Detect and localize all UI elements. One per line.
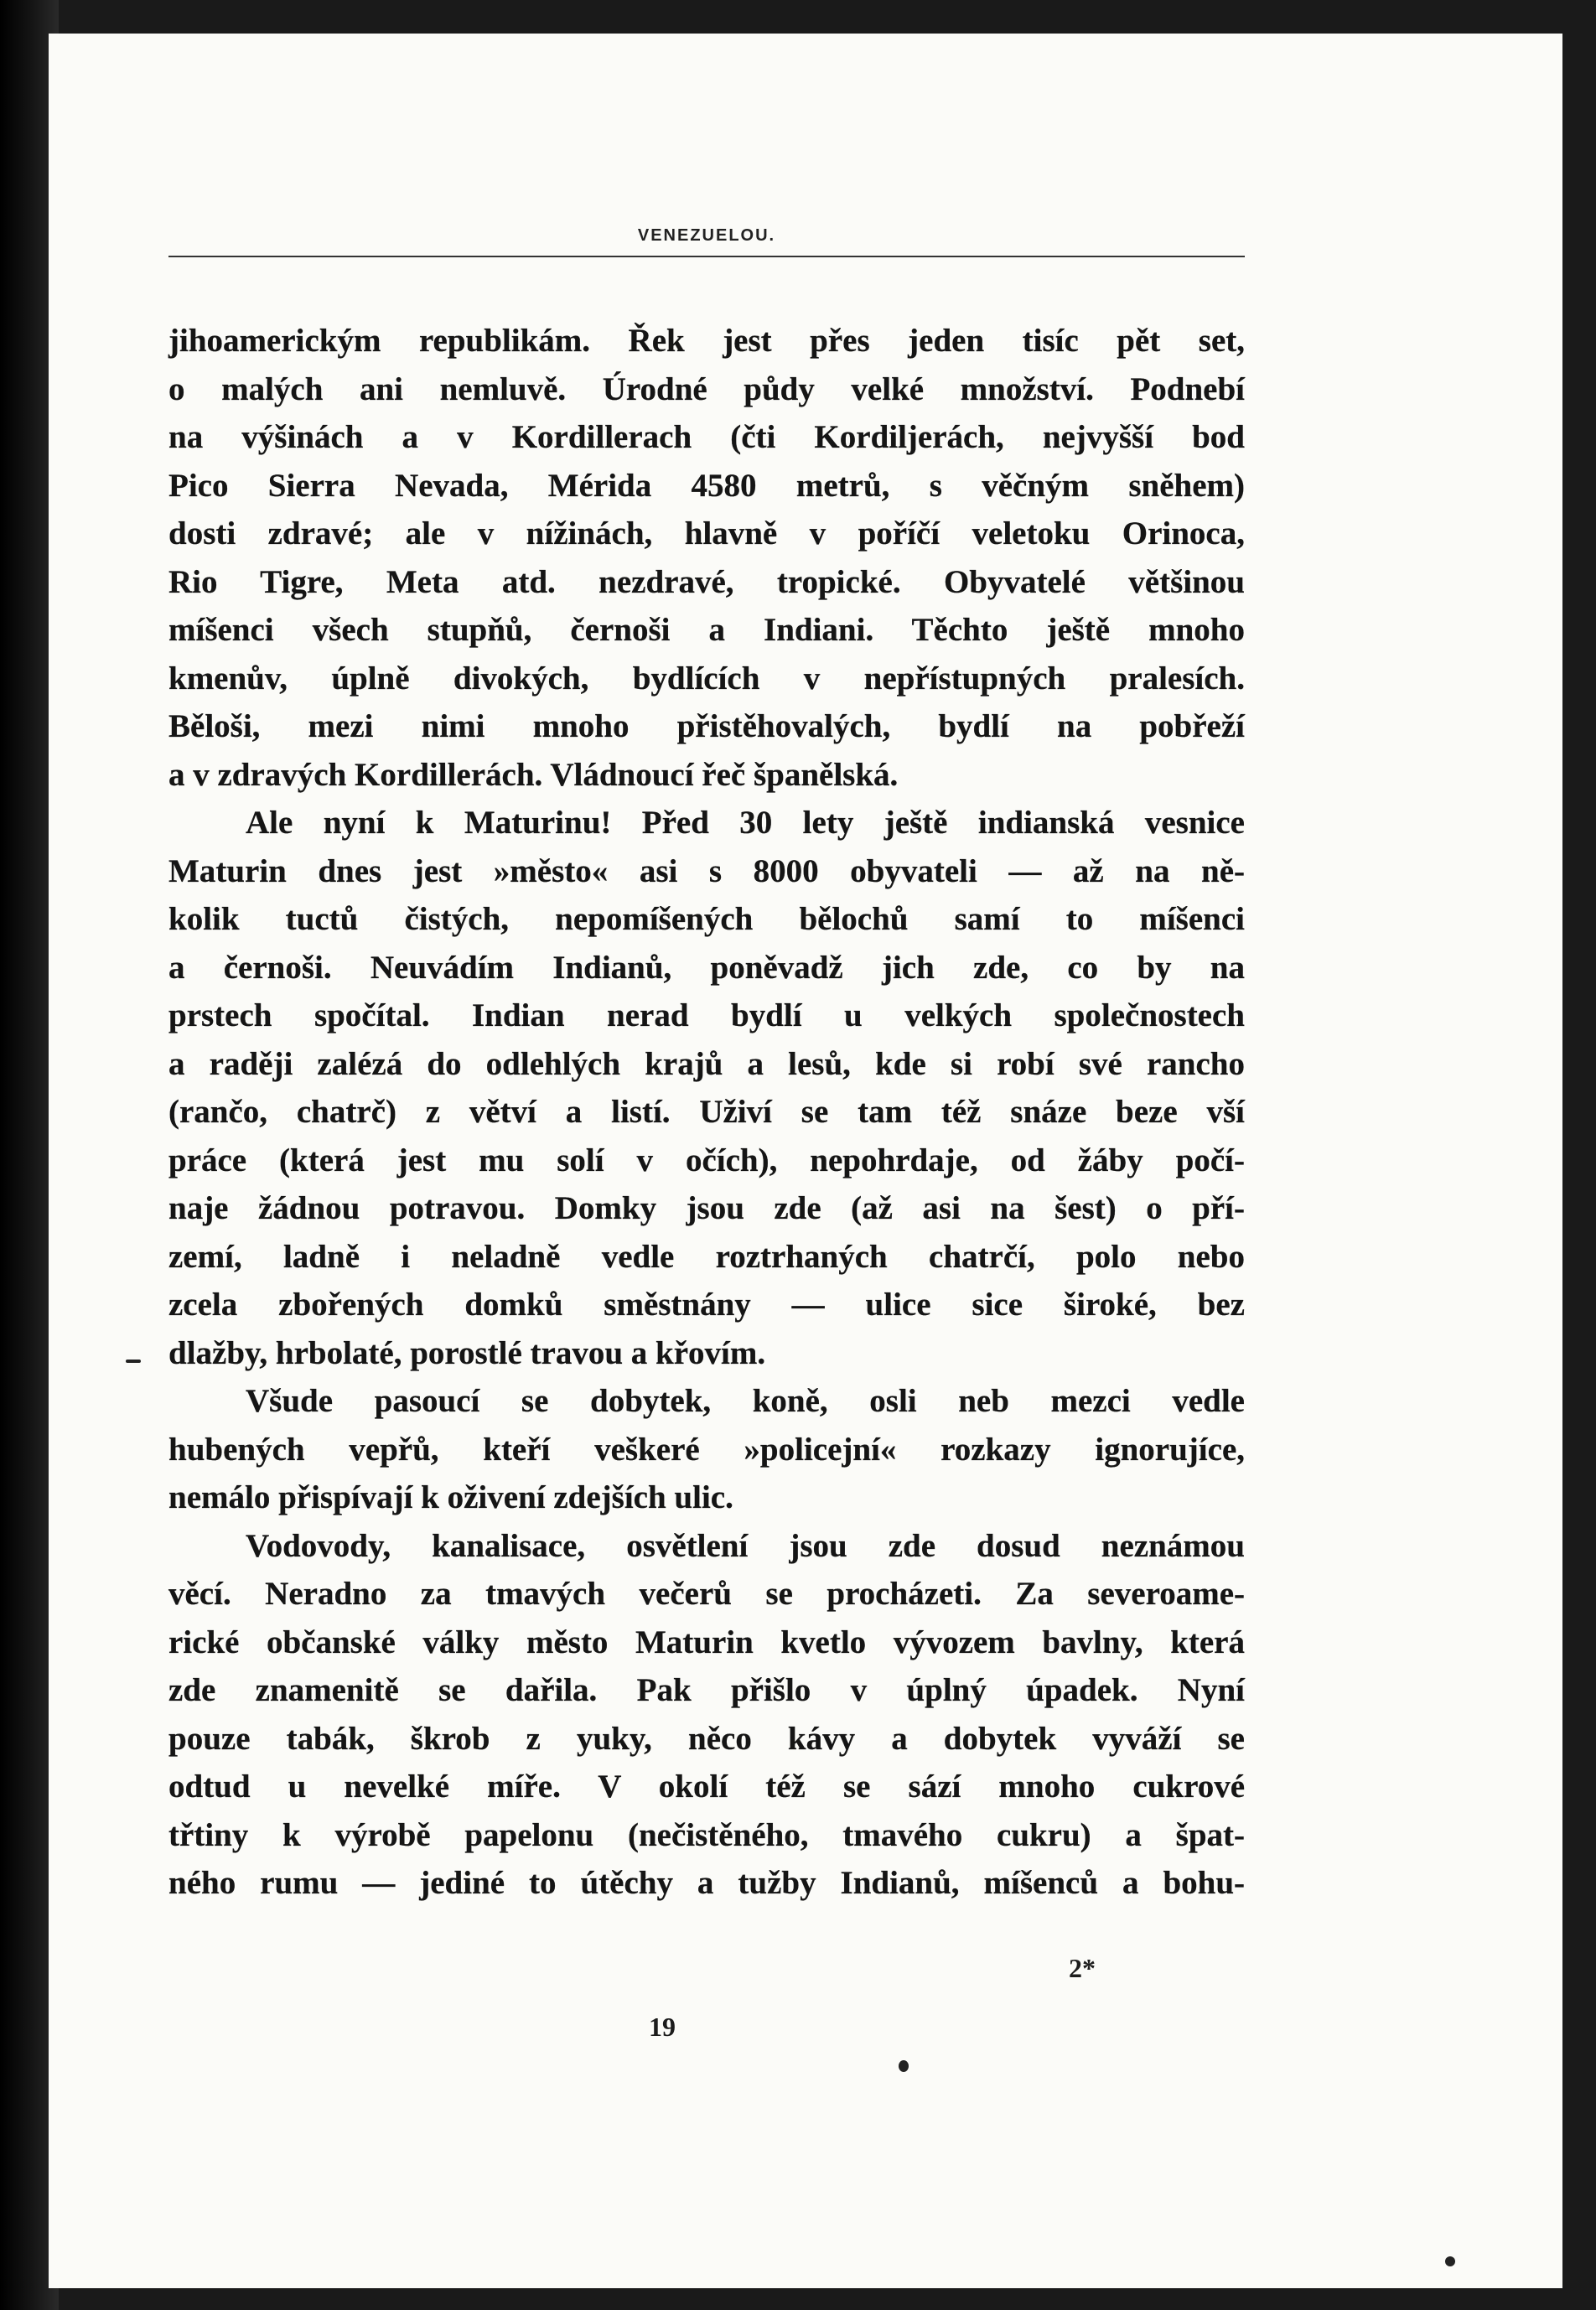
ink-speck bbox=[126, 1360, 141, 1363]
text-line: práce (která jest mu solí v očích), nepohrdaje, od žáby počí- bbox=[168, 1142, 1245, 1178]
text-line: zde znamenitě se dařila. Pak přišlo v úplný úpadek. Nyní bbox=[168, 1672, 1245, 1708]
text-line: míšenci všech stupňů, černoši a Indiani. Těchto ještě mnoho bbox=[168, 612, 1245, 648]
text-line: a raději zalézá do odlehlých krajů a lesů, kde si robí své rancho bbox=[168, 1045, 1245, 1082]
text-line: a černoši. Neuvádím Indianů, poněvadž jich zde, co by na bbox=[168, 949, 1245, 986]
text-line: na výšinách a v Kordillerach (čti Kordiljerách, nejvyšší bod bbox=[168, 419, 1245, 455]
text-line: nemálo přispívají k oživení zdejších ulic. bbox=[168, 1479, 733, 1515]
header-rule bbox=[168, 256, 1245, 257]
text-line: (rančo, chatrč) z větví a listí. Uživí se tam též snáze beze vší bbox=[168, 1094, 1245, 1130]
text-line: pouze tabák, škrob z yuky, něco kávy a dobytek vyváží se bbox=[168, 1720, 1245, 1757]
text-line: naje žádnou potravou. Domky jsou zde (až asi na šest) o pří- bbox=[168, 1190, 1245, 1226]
text-line: zemí, ladně i neladně vedle roztrhaných chatrčí, polo nebo bbox=[168, 1238, 1245, 1275]
running-header: VENEZUELOU. bbox=[637, 226, 776, 245]
text-line: hubených vepřů, kteří veškeré »policejní« rozkazy ignorujíce, bbox=[168, 1431, 1245, 1468]
text-line: dosti zdravé; ale v nížinách, hlavně v poříčí veletoku Orinoca, bbox=[168, 515, 1245, 552]
text-line: prstech spočítal. Indian nerad bydlí u velkých společnostech bbox=[168, 997, 1245, 1033]
text-line: věcí. Neradno za tmavých večerů se procházeti. Za severoame- bbox=[168, 1576, 1245, 1612]
text-line: zcela zbořených domků směstnány — ulice sice široké, bez bbox=[168, 1287, 1245, 1323]
text-line: jihoamerickým republikám. Řek jest přes jeden tisíc pět set, bbox=[168, 323, 1245, 359]
paragraph-first-line: Vodovody, kanalisace, osvětlení jsou zde dosud neznámou bbox=[246, 1527, 1245, 1564]
body-text bbox=[168, 317, 1245, 1908]
text-line: odtud u nevelké míře. V okolí též se sází mnoho cukrové bbox=[168, 1769, 1245, 1805]
paragraph-first-line: Ale nyní k Maturinu! Před 30 lety ještě indianská vesnice bbox=[246, 805, 1245, 841]
text-line: kolik tuctů čistých, nepomíšených bělochů samí to míšenci bbox=[168, 901, 1245, 937]
text-line: Běloši, mezi nimi mnoho přistěhovalých, bydlí na pobřeží bbox=[168, 708, 1245, 744]
text-line: ného rumu — jediné to útěchy a tužby Indianů, míšenců a bohu- bbox=[168, 1865, 1245, 1901]
text-line: rické občanské války město Maturin kvetlo vývozem bavlny, která bbox=[168, 1624, 1245, 1660]
ink-speck bbox=[899, 2060, 909, 2072]
text-line: dlažby, hrbolaté, porostlé travou a křovím. bbox=[168, 1334, 766, 1371]
ink-speck bbox=[1445, 2256, 1455, 2266]
text-line: kmenův, úplně divokých, bydlících v nepřístupných pralesích. bbox=[168, 660, 1245, 697]
text-line: Rio Tigre, Meta atd. nezdravé, tropické. Obyvatelé většinou bbox=[168, 563, 1245, 600]
text-line: Maturin dnes jest »město« asi s 8000 obyvateli — až na ně- bbox=[168, 852, 1245, 889]
page-number: 19 bbox=[649, 2012, 676, 2042]
signature-mark: 2* bbox=[1069, 1953, 1096, 1983]
text-line: a v zdravých Kordillerách. Vládnoucí řeč španělská. bbox=[168, 756, 899, 793]
text-line: třtiny k výrobě papelonu (nečistěného, tmavého cukru) a špat- bbox=[168, 1816, 1245, 1853]
text-line: o malých ani nemluvě. Úrodné půdy velké množství. Podnebí bbox=[168, 370, 1245, 407]
text-line: Pico Sierra Nevada, Mérida 4580 metrů, s věčným sněhem) bbox=[168, 467, 1245, 504]
paragraph-first-line: Všude pasoucí se dobytek, koně, osli neb mezci vedle bbox=[246, 1383, 1245, 1419]
